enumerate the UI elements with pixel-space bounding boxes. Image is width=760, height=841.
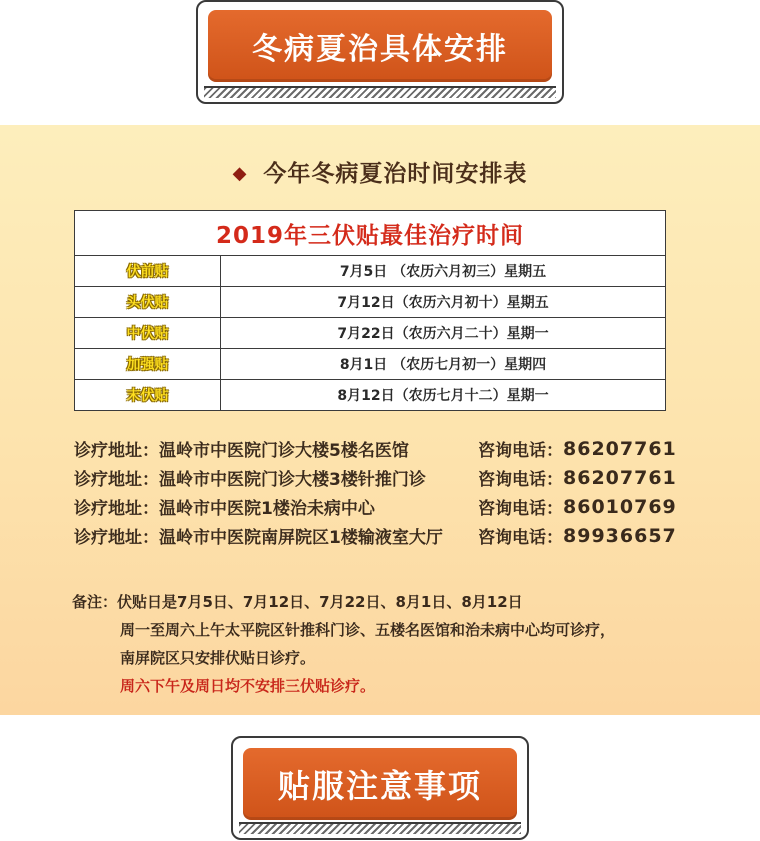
address-item <box>74 463 694 492</box>
note-line: 南屏院区只安排伏贴日诊疗。 <box>120 649 316 667</box>
address-list <box>74 434 694 550</box>
note-line: 周一至周六上午太平院区针推科门诊、五楼名医馆和治未病中心均可诊疗， <box>120 621 616 639</box>
row-value: 7月5日 （农历六月初三）星期五 <box>221 256 666 287</box>
row-label-cell <box>75 287 221 318</box>
address-item <box>74 492 694 521</box>
clinic-address: 诊疗地址：温岭市中医院南屏院区1楼输液室大厅 <box>74 528 443 548</box>
row-value: 8月12日（农历七月十二）星期一 <box>221 380 666 411</box>
phone-number[interactable]: 86207761 <box>563 466 677 489</box>
row-label-cell <box>75 318 221 349</box>
row-value: 7月22日（农历六月二十）星期一 <box>221 318 666 349</box>
row-label: 末伏贴 <box>126 388 169 404</box>
row-value: 8月1日 （农历七月初一）星期四 <box>221 349 666 380</box>
phone-label: 咨询电话： <box>478 499 563 519</box>
table-row <box>75 256 666 287</box>
table-row <box>75 318 666 349</box>
table-row <box>75 287 666 318</box>
table-row <box>75 349 666 380</box>
precautions-header-button[interactable]: 贴服注意事项 <box>243 748 517 820</box>
section-title <box>0 155 760 188</box>
clinic-address: 诊疗地址：温岭市中医院1楼治未病中心 <box>74 499 375 519</box>
phone-label: 咨询电话： <box>478 441 563 461</box>
diamond-bullet-icon: ◆ <box>232 163 248 184</box>
table-heading: 2019年三伏贴最佳治疗时间 <box>75 211 666 256</box>
schedule-panel <box>0 125 760 715</box>
phone-label: 咨询电话： <box>478 470 563 490</box>
phone-label: 咨询电话： <box>478 528 563 548</box>
row-value: 7月12日（农历六月初十）星期五 <box>221 287 666 318</box>
row-label-cell <box>75 380 221 411</box>
note-warning-line: 周六下午及周日均不安排三伏贴诊疗。 <box>120 677 376 695</box>
row-label: 头伏贴 <box>126 295 169 311</box>
phone-number[interactable]: 86207761 <box>563 437 677 460</box>
header-stripe-decoration <box>204 86 556 98</box>
row-label-cell <box>75 256 221 287</box>
clinic-address: 诊疗地址：温岭市中医院门诊大楼3楼针推门诊 <box>74 470 426 490</box>
address-item <box>74 434 694 463</box>
schedule-header-button[interactable]: 冬病夏治具体安排 <box>208 10 552 82</box>
notes-block <box>72 588 732 700</box>
row-label: 伏前贴 <box>126 264 169 280</box>
note-line: 备注：伏贴日是7月5日、7月12日、7月22日、8月1日、8月12日 <box>72 593 523 611</box>
phone-number[interactable]: 89936657 <box>563 524 677 547</box>
row-label: 加强贴 <box>126 357 169 373</box>
address-item <box>74 521 694 550</box>
row-label-cell <box>75 349 221 380</box>
top-header-frame <box>196 0 564 104</box>
row-label: 中伏贴 <box>126 326 169 342</box>
phone-number[interactable]: 86010769 <box>563 495 677 518</box>
section-title-text: 今年冬病夏治时间安排表 <box>263 161 528 187</box>
header-stripe-decoration <box>239 822 521 834</box>
clinic-address: 诊疗地址：温岭市中医院门诊大楼5楼名医馆 <box>74 441 409 461</box>
table-row <box>75 380 666 411</box>
schedule-table <box>74 210 666 411</box>
bottom-header-frame <box>231 736 529 840</box>
